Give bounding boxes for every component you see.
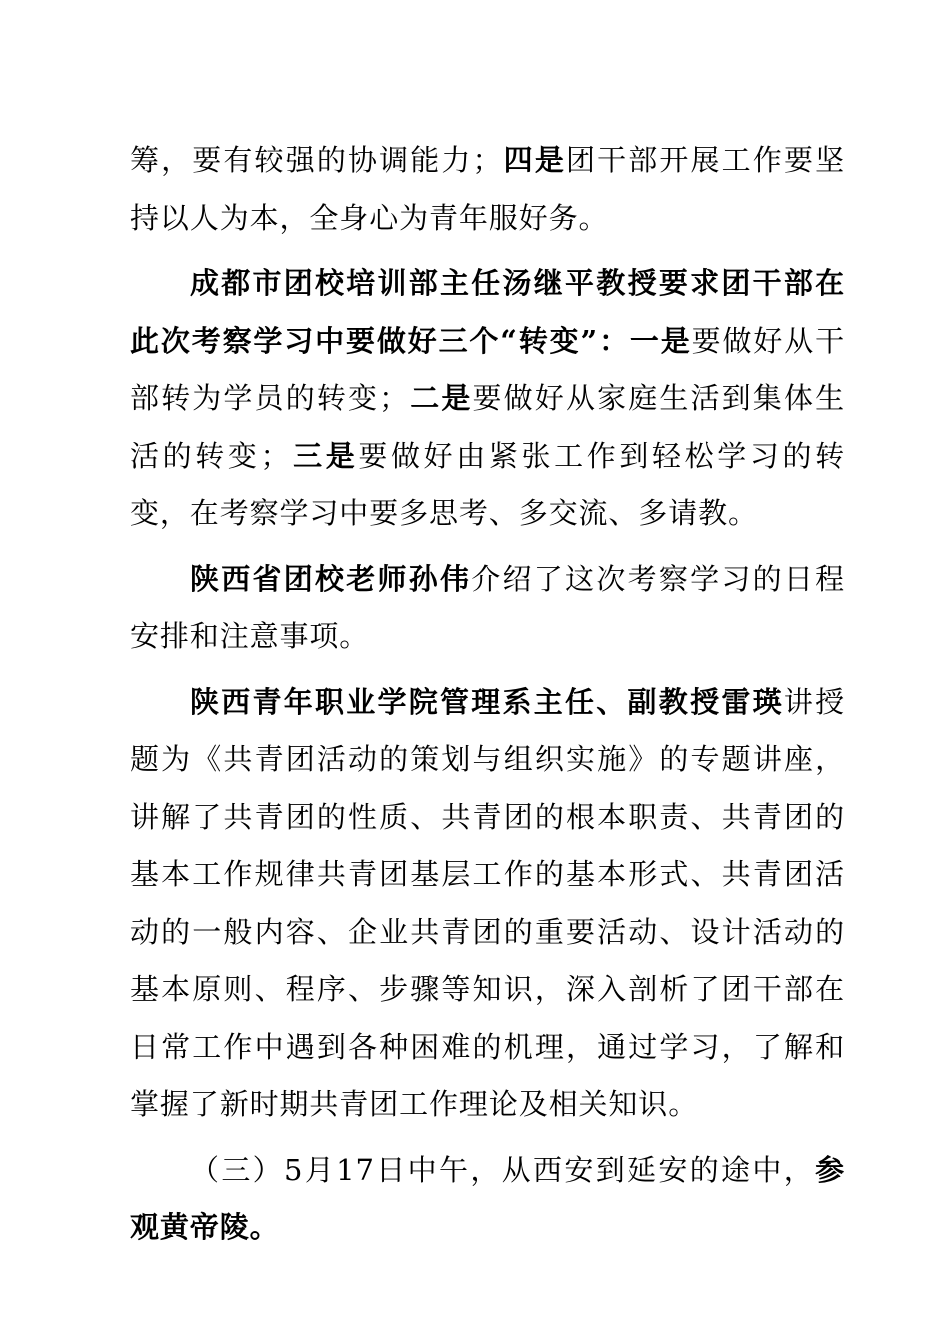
paragraph-1	[130, 132, 845, 247]
paragraph-4	[130, 674, 845, 1134]
text-run-bold: 参观黄帝陵。	[130, 1152, 845, 1244]
text-run-bold: 二是	[409, 381, 473, 415]
text-run-bold: 三是	[290, 438, 359, 473]
paragraph-5	[130, 1142, 845, 1257]
text-run-bold: 成都市团校培训部主任汤继平教授要求团干部在此次考察学习中要做好三个“转变”：一是	[130, 266, 845, 358]
text-run: 要做好由紧张工作到轻松学习的转变，在考察学习中要多思考、多交流、多请教。	[130, 438, 845, 530]
text-run: （三）5月17日中午，从西安到延安的途中，	[190, 1152, 816, 1187]
text-run: 团干部开展工作要坚持以人为本，全身心为青年服好务。	[130, 143, 845, 235]
paragraph-3	[130, 551, 845, 666]
text-run: 介绍了这次考察学习的日程安排和注意事项。	[130, 561, 845, 653]
paragraph-2	[130, 255, 845, 543]
text-run-bold: 陕西青年职业学院管理系主任、副教授雷瑛	[190, 684, 784, 719]
text-run-bold: 陕西省团校老师孙伟	[190, 561, 472, 596]
text-run: 讲授题为《共青团活动的策划与组织实施》的专题讲座，讲解了共青团的性质、共青团的根本职责、共青团的基本工作规律共青团基层工作的基本形式、共青团活动的一般内容、企业共青团的重要活动、设计活动的基本原则、程序、步骤等知识，深入剖析了团干部在日常工作中遇到各种困难的机理，通过学习，了解和掌握了新时期共青团工作理论及相关知识。	[130, 684, 845, 1121]
document-body	[130, 132, 845, 1265]
text-run: 要做好从干部转为学员的转变；	[130, 323, 845, 415]
text-run: 要做好从家庭生活到集体生活的转变；	[130, 381, 845, 473]
text-run-bold: 四是	[502, 143, 566, 177]
text-run: 筹，要有较强的协调能力；	[130, 143, 503, 177]
